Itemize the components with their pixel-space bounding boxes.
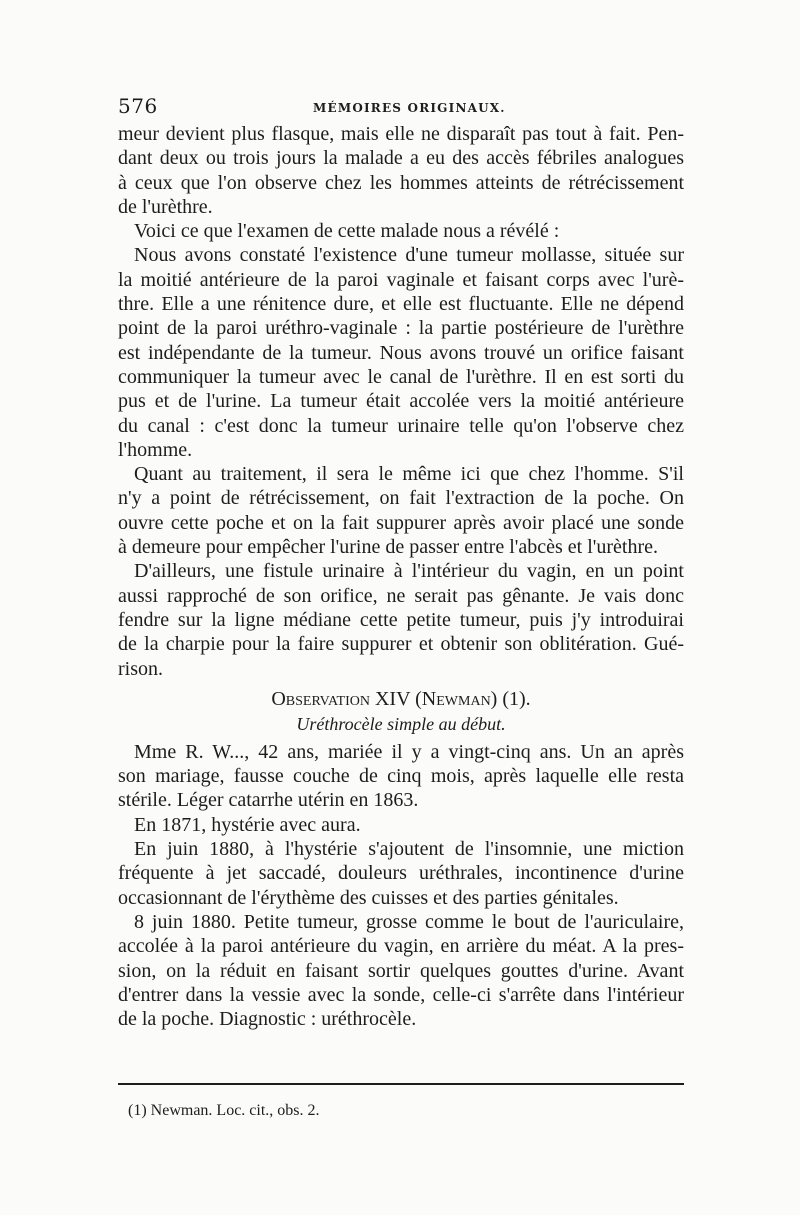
paragraph-3: [118, 243, 684, 462]
observation-title-text: Observation XIV (Newman) (1).: [271, 687, 531, 710]
text-line: de la poche. Diagnostic : uréthrocèle.: [118, 1008, 417, 1031]
text-line: point de la paroi uréthro-vaginale : la partie postérieure de l'urèthre: [118, 317, 684, 340]
paragraph-2: [118, 219, 684, 243]
text-line: est indépendante de la tumeur. Nous avons trouvé un orifice faisant: [118, 341, 684, 364]
observation-paragraph-3: [118, 837, 684, 910]
text-line: à demeure pour empêcher l'urine de passer entre l'abcès et l'urèthre.: [118, 536, 658, 559]
text-line: du canal : c'est donc la tumeur urinaire telle qu'on l'observe chez: [118, 414, 684, 437]
text-line: fendre sur la ligne médiane cette petite tumeur, puis j'y introduirai: [118, 608, 684, 631]
text-line: l'homme.: [118, 438, 193, 461]
text-line: dant deux ou trois jours la malade a eu des accès fébriles analogues: [118, 147, 684, 170]
page-header: [118, 94, 682, 124]
text-line: occasionnant de l'érythème des cuisses et des parties génitales.: [118, 886, 619, 909]
text-line: stérile. Léger catarrhe utérin en 1863.: [118, 789, 419, 812]
text-line: Voici ce que l'examen de cette malade nous a révélé :: [134, 220, 560, 243]
observation-paragraph-4: [118, 910, 684, 1031]
text-line: fréquente à jet saccadé, douleurs uréthrales, incontinence d'urine: [118, 862, 684, 885]
observation-paragraph-1: [118, 740, 684, 813]
text-line: communiquer la tumeur avec le canal de l'urèthre. Il en est sorti du: [118, 365, 684, 388]
page-number: 576: [118, 94, 158, 118]
footnote-divider: [118, 1083, 684, 1085]
text-line: D'ailleurs, une fistule urinaire à l'intérieur du vagin, en un point: [134, 560, 684, 583]
text-line: pus et de l'urine. La tumeur était accolée vers la moitié antérieure: [118, 390, 684, 413]
text-line: de l'urèthre.: [118, 195, 213, 218]
text-line: à ceux que l'on observe chez les hommes atteints de rétrécissement: [118, 171, 684, 194]
text-line: meur devient plus flasque, mais elle ne disparaît pas tout à fait. Pen-: [118, 123, 684, 145]
text-line: de la charpie pour la faire suppurer et obtenir son oblitération. Gué-: [118, 633, 684, 656]
running-head: MÉMOIRES ORIGINAUX.: [313, 101, 506, 115]
text-line: En juin 1880, à l'hystérie s'ajoutent de l'insomnie, une miction: [134, 838, 684, 861]
main-text: [118, 122, 684, 1031]
text-line: son mariage, fausse couche de cinq mois, après laquelle elle resta: [118, 765, 684, 788]
observation-subtitle: Uréthrocèle simple au début.: [296, 713, 506, 734]
text-line: la moitié antérieure de la paroi vaginale et faisant corps avec l'urè-: [118, 268, 684, 291]
paragraph-1: [118, 122, 684, 219]
text-line: 8 juin 1880. Petite tumeur, grosse comme le bout de l'auriculaire,: [134, 910, 684, 933]
text-line: ouvre cette poche et on la fait suppurer après avoir placé une sonde: [118, 511, 684, 534]
text-line: d'entrer dans la vessie avec la sonde, celle-ci s'arrête dans l'intérieur: [118, 983, 684, 1006]
observation-title: [118, 687, 684, 712]
text-line: thre. Elle a une rénitence dure, et elle est fluctuante. Elle ne dépend: [118, 293, 684, 316]
paragraph-5: [118, 559, 684, 680]
text-line: accolée à la paroi antérieure du vagin, en arrière du méat. A la pres-: [118, 935, 684, 958]
text-line: aussi rapproché de son orifice, ne serait pas gênante. Je vais donc: [118, 584, 684, 607]
text-line: rison.: [118, 657, 163, 680]
text-line: sion, on la réduit en faisant sortir quelques gouttes d'urine. Avant: [118, 959, 684, 982]
text-line: En 1871, hystérie avec aura.: [134, 813, 361, 836]
paragraph-4: [118, 462, 684, 559]
footnote: (1) Newman. Loc. cit., obs. 2.: [128, 1102, 320, 1119]
observation-paragraph-2: [118, 813, 684, 837]
text-line: Mme R. W..., 42 ans, mariée il y a vingt-cinq ans. Un an après: [134, 740, 684, 763]
text-line: n'y a point de rétrécissement, on fait l'extraction de la poche. On: [118, 487, 684, 510]
text-line: Nous avons constaté l'existence d'une tumeur mollasse, située sur: [134, 244, 684, 267]
text-line: Quant au traitement, il sera le même ici que chez l'homme. S'il: [134, 463, 684, 486]
